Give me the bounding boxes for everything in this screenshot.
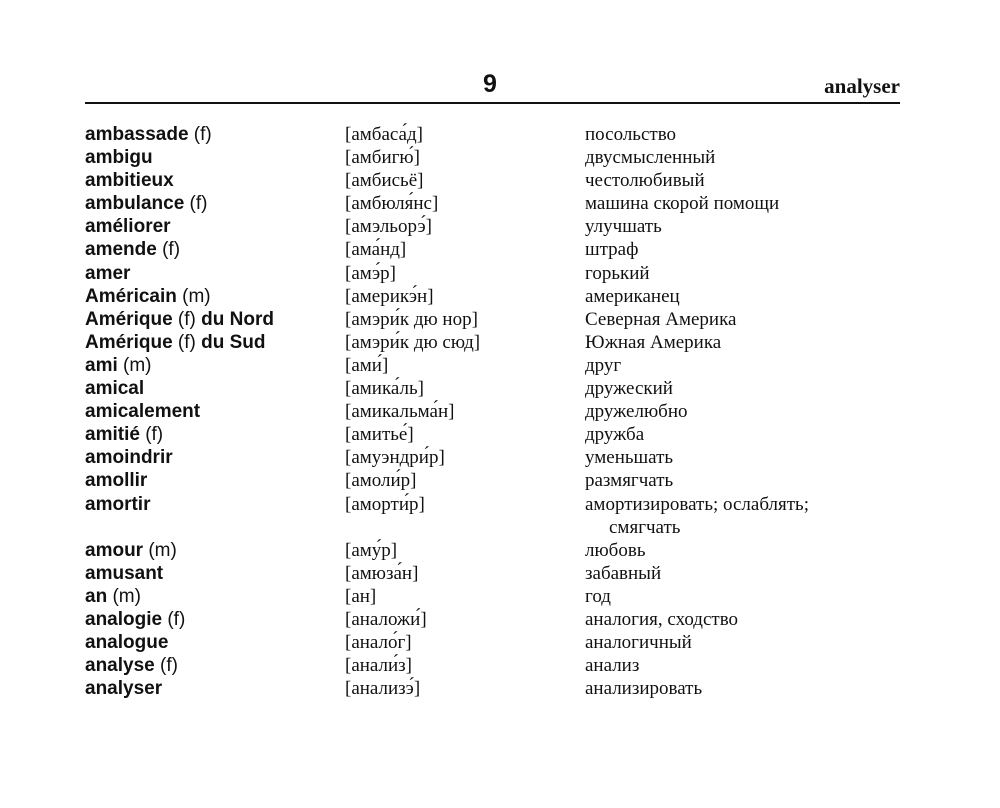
transcription: [амика́ль]	[345, 378, 424, 400]
page-header	[85, 70, 900, 104]
dictionary-entry	[85, 308, 900, 331]
translation-text: уменьшать	[585, 447, 674, 469]
translation	[585, 585, 900, 608]
dictionary-entry	[85, 146, 900, 169]
headword-cell	[85, 631, 345, 654]
translation	[585, 262, 900, 285]
translation	[585, 400, 900, 423]
gender-label: (f)	[160, 655, 178, 677]
headword: ambigu	[85, 147, 153, 169]
headword-cell	[85, 285, 345, 308]
dictionary-entry	[85, 654, 900, 677]
headword-cell	[85, 469, 345, 492]
gender-label: (f)	[177, 308, 196, 330]
transcription: [амэ́р]	[345, 262, 396, 284]
gender-label: (m)	[112, 585, 141, 607]
headword: améliorer	[85, 216, 171, 238]
headword-cell	[85, 446, 345, 469]
headword-cell	[85, 215, 345, 238]
headword-cell	[85, 331, 345, 354]
transcription: [ами́]	[345, 354, 389, 376]
headword: an	[85, 585, 108, 607]
transcription: [амэри́к дю сюд]	[345, 331, 481, 353]
headword-cell	[85, 308, 345, 331]
transcription: [америкэ́н]	[345, 285, 434, 307]
headword-cell	[85, 539, 345, 562]
transcription: [анало́г]	[345, 632, 412, 654]
translation	[585, 654, 900, 677]
translation	[585, 539, 900, 562]
translation	[585, 608, 900, 631]
dictionary-entry	[85, 262, 900, 285]
transcription: [ама́нд]	[345, 239, 407, 261]
translation	[585, 469, 900, 492]
translation-text: друг	[585, 354, 622, 376]
headword: amitié	[85, 424, 140, 446]
dictionary-entry	[85, 285, 900, 308]
translation	[585, 123, 900, 146]
gender-label: (f)	[145, 424, 164, 446]
headword: Amérique	[85, 331, 173, 353]
translation	[585, 238, 900, 261]
headword-cell	[85, 400, 345, 423]
headword: amusant	[85, 562, 164, 584]
dictionary-entry	[85, 469, 900, 492]
dictionary-entry	[85, 238, 900, 261]
transcription: [амикальма́н]	[345, 401, 455, 423]
transcription: [амбисьё]	[345, 170, 424, 192]
headword: amoindrir	[85, 447, 173, 469]
dictionary-entry	[85, 493, 900, 539]
translation	[585, 285, 900, 308]
gender-label: (m)	[123, 354, 152, 376]
translation-text: любовь	[585, 539, 646, 561]
translation-text: размягчать	[585, 470, 674, 492]
running-head: analyser	[824, 74, 900, 98]
dictionary-entry	[85, 215, 900, 238]
headword: analyse	[85, 655, 155, 677]
headword: amical	[85, 378, 145, 400]
headword: amicalement	[85, 401, 201, 423]
dictionary-entry	[85, 377, 900, 400]
dictionary-entry	[85, 354, 900, 377]
gender-label: (f)	[167, 608, 186, 630]
translation-text: анализ	[585, 655, 640, 677]
transcription: [анали́з]	[345, 655, 413, 677]
dictionary-entry	[85, 677, 900, 700]
headword-cell	[85, 354, 345, 377]
dictionary-entry	[85, 631, 900, 654]
headword: Amérique	[85, 308, 173, 330]
translation	[585, 215, 900, 238]
headword: amour	[85, 539, 144, 561]
headword: analogie	[85, 608, 163, 630]
headword-cell	[85, 123, 345, 146]
headword: ambassade	[85, 124, 189, 145]
headword-cell	[85, 262, 345, 285]
translation	[585, 562, 900, 585]
gender-label: (f)	[193, 124, 212, 145]
transcription: [ан]	[345, 585, 377, 607]
dictionary-entry	[85, 169, 900, 192]
dictionary-entry	[85, 446, 900, 469]
dictionary-entry	[85, 539, 900, 562]
transcription: [амэльорэ́]	[345, 216, 432, 238]
transcription: [амбигю́]	[345, 147, 420, 169]
gender-label: (f)	[177, 331, 196, 353]
gender-label: (f)	[189, 193, 208, 215]
headword-cell	[85, 562, 345, 585]
headword-cell	[85, 169, 345, 192]
translation	[585, 331, 900, 354]
dictionary-entry	[85, 192, 900, 215]
dictionary-entries	[85, 123, 900, 700]
headword-suffix: du Sud	[201, 331, 266, 353]
translation	[585, 631, 900, 654]
transcription: [амбюля́нс]	[345, 193, 439, 215]
transcription: [амоли́р]	[345, 470, 417, 492]
headword-cell	[85, 585, 345, 608]
headword: amollir	[85, 470, 148, 492]
gender-label: (m)	[148, 539, 177, 561]
translation	[585, 354, 900, 377]
translation-text: посольство	[585, 124, 677, 145]
translation-text: машина скорой помощи	[585, 193, 780, 215]
transcription: [амуэндри́р]	[345, 447, 445, 469]
headword-cell	[85, 377, 345, 400]
translation	[585, 146, 900, 169]
translation	[585, 192, 900, 215]
gender-label: (f)	[162, 239, 181, 261]
translation	[585, 423, 900, 446]
headword: ambulance	[85, 193, 185, 215]
headword-cell	[85, 238, 345, 261]
dictionary-entry	[85, 400, 900, 423]
transcription: [амбаса́д]	[345, 124, 423, 145]
dictionary-entry	[85, 123, 900, 146]
gender-label: (m)	[182, 285, 211, 307]
headword-cell	[85, 677, 345, 700]
translation-text: дружелюбно	[585, 401, 688, 423]
transcription: [аналожи́]	[345, 608, 427, 630]
translation	[585, 677, 900, 700]
transcription: [аму́р]	[345, 539, 398, 561]
dictionary-entry	[85, 562, 900, 585]
translation-text: Северная Америка	[585, 308, 737, 330]
headword-suffix: du Nord	[201, 308, 274, 330]
headword-cell	[85, 608, 345, 631]
headword-cell	[85, 493, 345, 539]
translation-text: улучшать	[585, 216, 662, 238]
translation-text: год	[585, 585, 611, 607]
dictionary-entry	[85, 423, 900, 446]
translation	[585, 493, 900, 539]
translation-text: горький	[585, 262, 650, 284]
dictionary-entry	[85, 608, 900, 631]
transcription: [амитье́]	[345, 424, 414, 446]
translation-text: забавный	[585, 562, 662, 584]
headword: amortir	[85, 493, 151, 515]
translation-text: аналогия, сходство	[585, 608, 739, 630]
headword: amer	[85, 262, 131, 284]
headword: Américain	[85, 285, 177, 307]
headword: amende	[85, 239, 157, 261]
transcription: [амюза́н]	[345, 562, 419, 584]
translation-text: двусмысленный	[585, 147, 716, 169]
translation-text: амортизировать; ослаблять;	[585, 493, 809, 515]
translation	[585, 308, 900, 331]
translation-text: дружеский	[585, 378, 673, 400]
dictionary-entry	[85, 331, 900, 354]
translation-text: анализировать	[585, 678, 703, 700]
headword: analogue	[85, 632, 169, 654]
transcription: [анализэ́]	[345, 678, 421, 700]
translation-text: дружба	[585, 424, 645, 446]
page-number: 9	[483, 70, 497, 98]
headword: ami	[85, 354, 118, 376]
headword-cell	[85, 192, 345, 215]
headword: ambitieux	[85, 170, 174, 192]
translation-text: американец	[585, 285, 680, 307]
translation-text: штраф	[585, 239, 639, 261]
translation-text: честолюбивый	[585, 170, 705, 192]
translation	[585, 446, 900, 469]
headword-cell	[85, 146, 345, 169]
transcription: [аморти́р]	[345, 493, 425, 515]
translation-continuation: смягчать	[609, 516, 681, 538]
transcription: [амэри́к дю нор]	[345, 308, 478, 330]
dictionary-entry	[85, 585, 900, 608]
headword-cell	[85, 423, 345, 446]
translation	[585, 169, 900, 192]
translation-text: аналогичный	[585, 632, 692, 654]
translation	[585, 377, 900, 400]
headword-cell	[85, 654, 345, 677]
translation-text: Южная Америка	[585, 331, 722, 353]
headword: analyser	[85, 678, 163, 700]
